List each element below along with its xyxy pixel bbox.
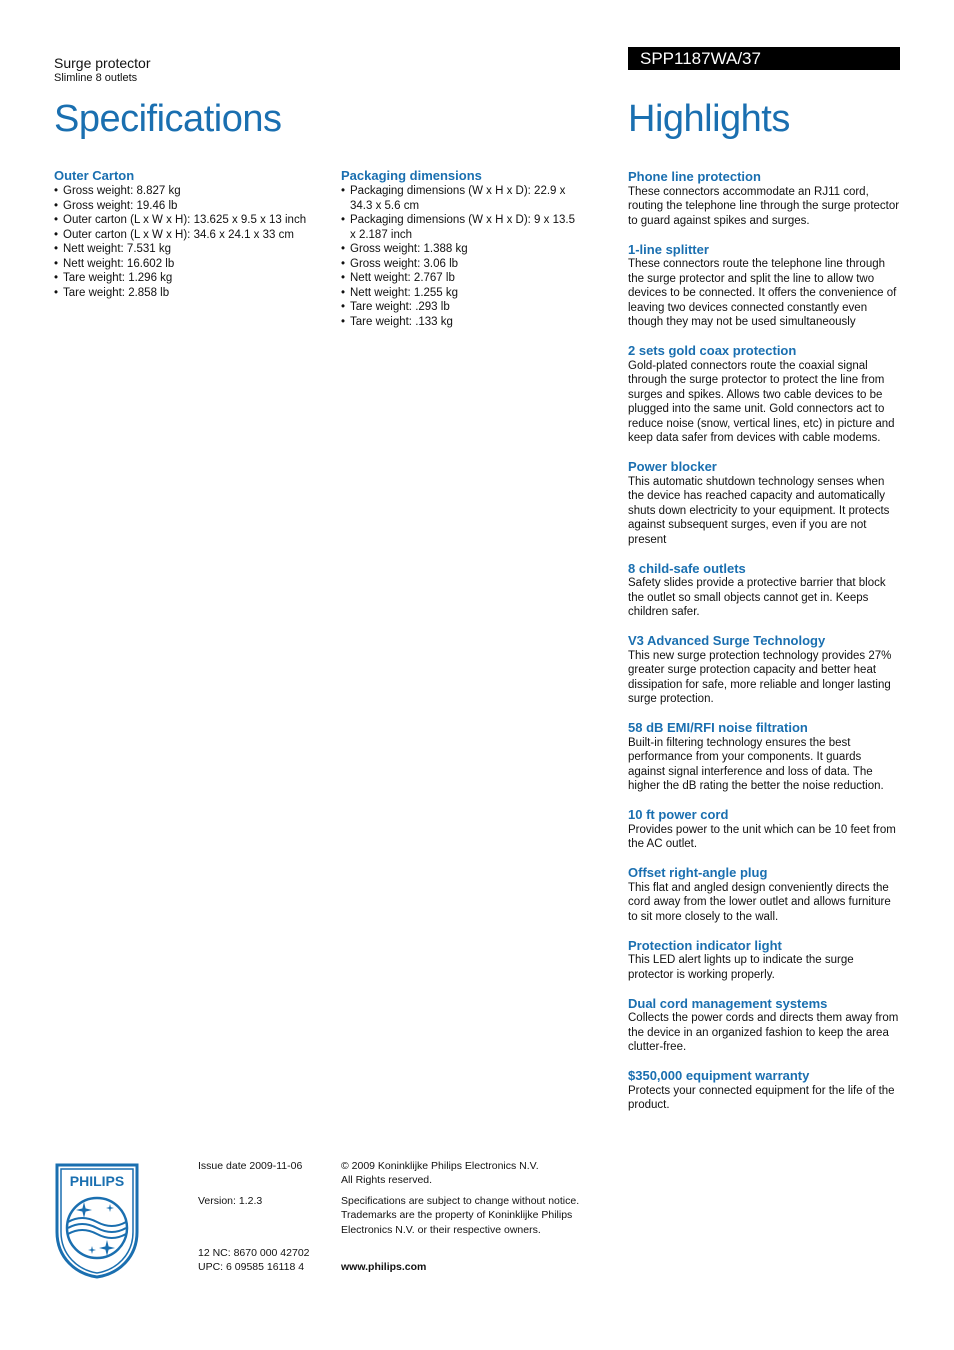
copyright-line-2: All Rights reserved. — [341, 1174, 433, 1186]
highlight-item — [628, 460, 900, 547]
spec-list — [341, 184, 581, 329]
philips-shield-icon — [54, 1162, 140, 1280]
highlight-title: $350,000 equipment warranty — [628, 1068, 810, 1083]
copyright-line-1: © 2009 Koninklijke Philips Electronics N.V. — [341, 1160, 539, 1172]
highlights-list — [628, 170, 900, 1127]
highlight-title: 1-line splitter — [628, 241, 709, 257]
highlight-title: Dual cord management systems — [628, 995, 828, 1011]
philips-logo — [54, 1162, 140, 1280]
website-link[interactable]: www.philips.com — [341, 1261, 427, 1273]
highlight-title: Protection indicator light — [628, 937, 782, 953]
product-type: Surge protector — [54, 55, 151, 71]
highlight-body: This new surge protection technology provides 27% greater surge protection capacity and better heat dissipation for safe, more reliable and longer lasting surge protection. — [628, 649, 892, 705]
notice-line-3: Electronics N.V. or their respective owners. — [341, 1224, 541, 1236]
highlight-item — [628, 634, 900, 707]
logo-wordmark: PHILIPS — [69, 1173, 125, 1189]
spec-item: • Nett weight: 2.767 lb — [341, 271, 581, 286]
twelve-nc: 12 NC: 8670 000 42702 — [198, 1247, 310, 1259]
highlight-item — [628, 562, 900, 620]
spec-section-heading: Outer Carton — [54, 168, 135, 183]
spec-item: • Tare weight: .293 lb — [341, 300, 581, 315]
highlight-body: Gold-plated connectors route the coaxial signal through the surge protector to protect the line from surges and spikes. Allows two cable devices to be plugged into the same unit. Gold connectors act to reduce noise (snow, vertical lines, etc) in picture and keep data safer from devices with cable modems. — [628, 359, 895, 444]
highlight-item — [628, 866, 900, 924]
spec-item: • Gross weight: 3.06 lb — [341, 257, 581, 272]
spec-item: • Nett weight: 1.255 kg — [341, 286, 581, 301]
spec-item: • Gross weight: 19.46 lb — [54, 199, 334, 214]
highlight-title: 8 child-safe outlets — [628, 560, 746, 576]
notice-line-1: Specifications are subject to change without notice. — [341, 1195, 580, 1207]
highlight-item — [628, 939, 900, 983]
highlight-body: Collects the power cords and directs them away from the device in an organized fashion to keep the area clutter-free. — [628, 1012, 899, 1053]
highlight-item — [628, 721, 900, 794]
highlight-body: Protects your connected equipment for the life of the product. — [628, 1084, 895, 1111]
highlight-body: These connectors route the telephone line through the surge protector and split the line to allow two devices to be connected. It offers the convenience of leaving two devices connected constantly even though they may not be used simultaneously — [628, 258, 897, 328]
highlight-title: 10 ft power cord — [628, 807, 729, 822]
spec-item: • Tare weight: 2.858 lb — [54, 286, 334, 301]
highlight-body: Built-in filtering technology ensures the best performance from your components. It guards against signal interference and loss of data. The higher the dB rating the better the noise reduction. — [628, 736, 884, 792]
highlight-title: Power blocker — [628, 459, 717, 474]
spec-item: • Nett weight: 7.531 kg — [54, 242, 334, 257]
spec-item: • Tare weight: 1.296 kg — [54, 271, 334, 286]
spec-item: • Gross weight: 8.827 kg — [54, 184, 334, 199]
spec-section-packaging-dimensions — [341, 168, 581, 329]
highlight-body: These connectors accommodate an RJ11 cord, routing the telephone line through the surge protector to guard against spikes and surges. — [628, 185, 900, 227]
spec-item: • Packaging dimensions (W x H x D): 22.9 x 34.3 x 5.6 cm — [341, 184, 581, 213]
spec-item: • Gross weight: 1.388 kg — [341, 242, 581, 257]
highlights-title: Highlights — [628, 98, 790, 140]
spec-item: • Packaging dimensions (W x H x D): 9 x 13.5 x 2.187 inch — [341, 213, 581, 242]
highlight-body: This flat and angled design conveniently directs the cord away from the lower outlet and allows furniture to sit more closely to the wall. — [628, 881, 891, 923]
highlight-body: Provides power to the unit which can be 10 feet from the AC outlet. — [628, 823, 896, 850]
highlight-item — [628, 344, 900, 446]
highlight-item — [628, 1069, 900, 1113]
highlight-item — [628, 243, 900, 330]
spec-item: • Outer carton (L x W x H): 34.6 x 24.1 x 33 cm — [54, 228, 334, 243]
specifications-title: Specifications — [54, 98, 282, 140]
spec-section-heading: Packaging dimensions — [341, 168, 482, 183]
highlight-title: V3 Advanced Surge Technology — [628, 633, 826, 648]
model-number-badge: SPP1187WA/37 — [628, 47, 900, 70]
product-subtitle: Slimline 8 outlets — [54, 72, 138, 84]
highlight-item — [628, 808, 900, 852]
issue-date: Issue date 2009-11-06 — [198, 1160, 303, 1172]
highlight-item — [628, 997, 900, 1055]
spec-section-outer-carton — [54, 168, 334, 300]
notice-line-2: Trademarks are the property of Koninklijke Philips — [341, 1209, 573, 1221]
highlight-body: This automatic shutdown technology senses when the device has reached capacity and automatically shuts down electricity to your equipment. It protects against subsequent surges, even if you are not present — [628, 475, 890, 546]
spec-item: • Tare weight: .133 kg — [341, 315, 581, 330]
upc: UPC: 6 09585 16118 4 — [198, 1261, 305, 1273]
highlight-title: 58 dB EMI/RFI noise filtration — [628, 720, 808, 735]
highlight-title: Offset right-angle plug — [628, 865, 768, 880]
highlight-title: 2 sets gold coax protection — [628, 343, 797, 358]
version: Version: 1.2.3 — [198, 1195, 263, 1207]
highlight-body: Safety slides provide a protective barrier that block the outlet so small objects cannot get in. Keeps children safer. — [628, 577, 886, 618]
spec-item: • Nett weight: 16.602 lb — [54, 257, 334, 272]
spec-list — [54, 184, 334, 300]
highlight-item — [628, 170, 900, 228]
highlight-body: This LED alert lights up to indicate the surge protector is working properly. — [628, 954, 854, 981]
highlight-title: Phone line protection — [628, 169, 761, 184]
spec-item: • Outer carton (L x W x H): 13.625 x 9.5 x 13 inch — [54, 213, 334, 228]
